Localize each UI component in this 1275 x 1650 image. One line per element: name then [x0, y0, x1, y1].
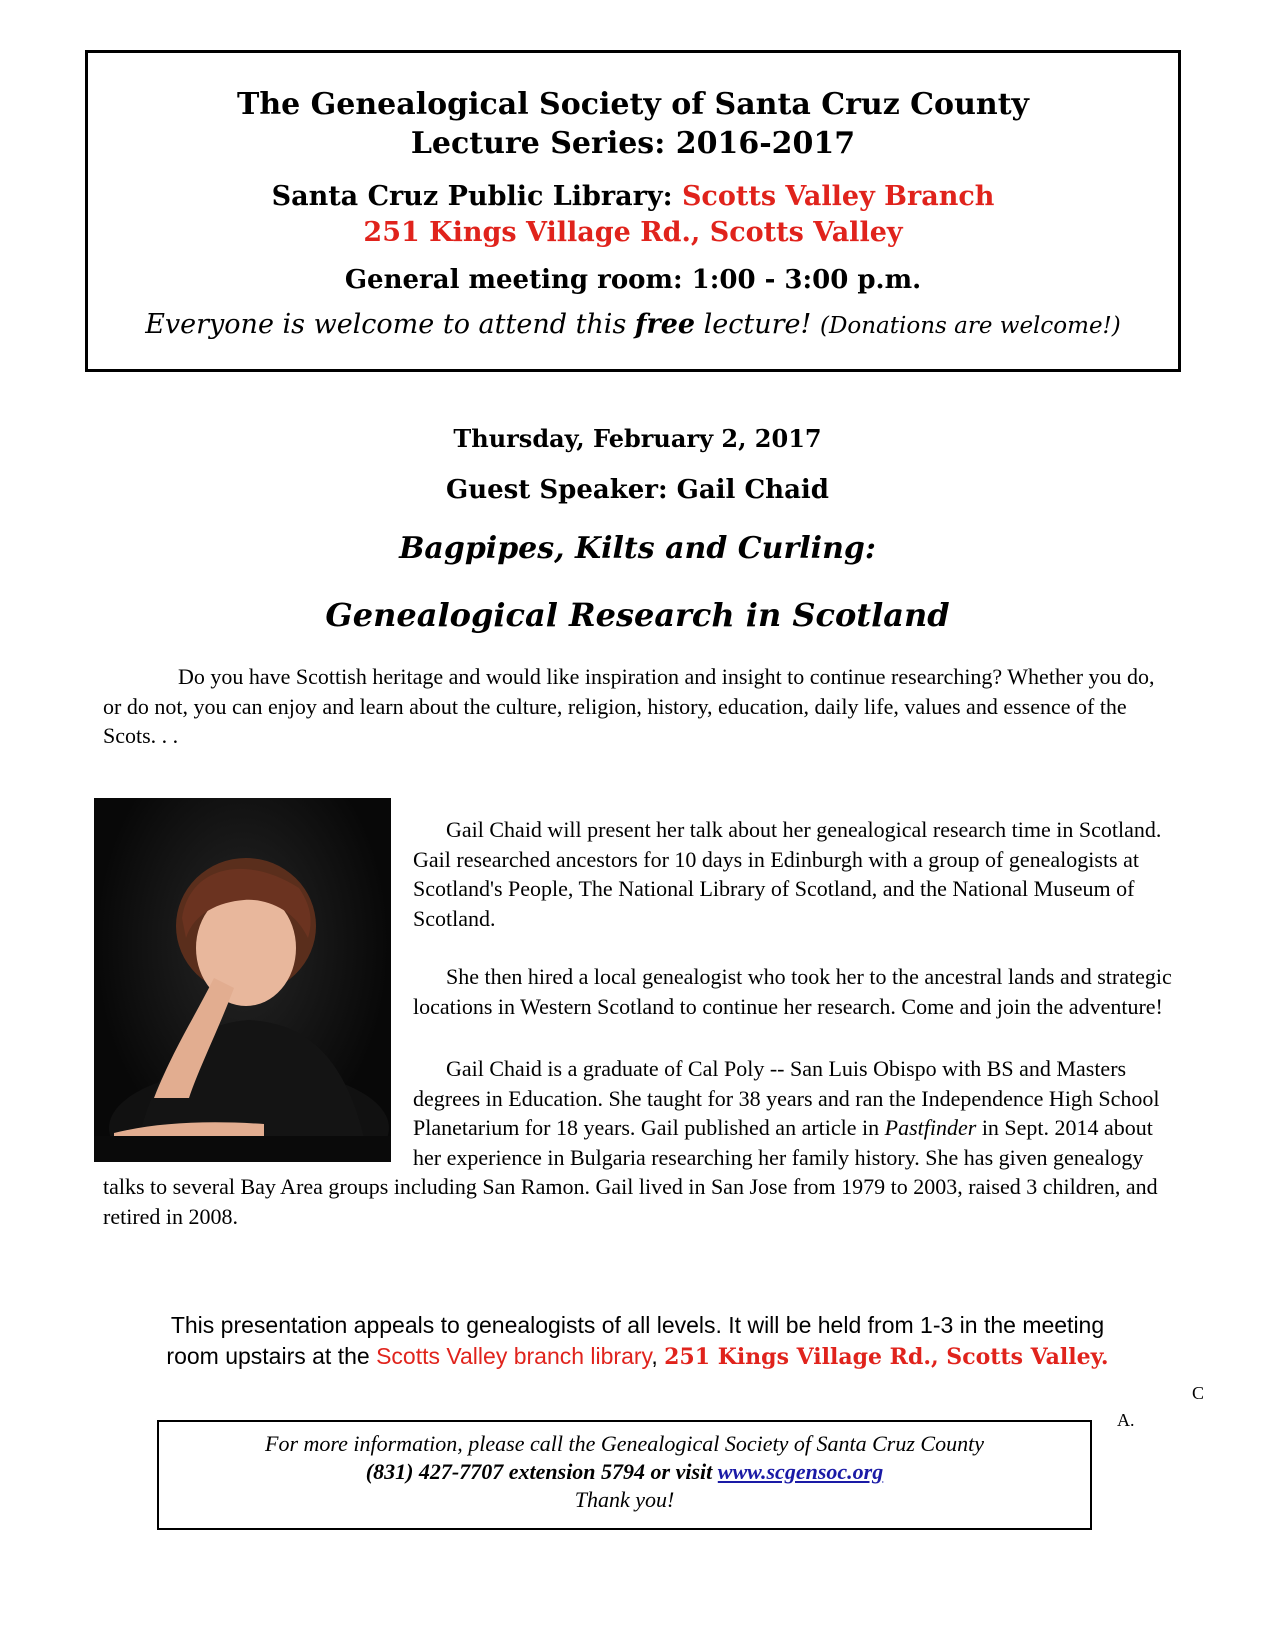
closing-line-2: [0, 1341, 1275, 1373]
header-box: [85, 50, 1181, 372]
title-line-1: The Genealogical Society of Santa Cruz County: [237, 87, 1029, 122]
welcome-pre: Everyone is welcome to attend this: [145, 309, 635, 340]
welcome-donations: (Donations are welcome!): [819, 313, 1121, 339]
closing-line-2-pre: room upstairs at the: [166, 1343, 377, 1369]
publication-name: Pastfinder: [884, 1115, 977, 1140]
footer-line-1: For more information, please call the Genealogical Society of Santa Cruz County: [265, 1431, 984, 1456]
closing-comma: ,: [651, 1343, 665, 1369]
topic-line-1: Bagpipes, Kilts and Curling:: [399, 531, 876, 566]
welcome-line: [88, 309, 1178, 340]
welcome-post: lecture!: [695, 309, 820, 340]
title-line-2: Lecture Series: 2016-2017: [410, 126, 856, 161]
welcome-free: free: [634, 309, 696, 340]
bio-text-1: Gail Chaid will present her talk about her genealogical research time in Scotland. Gail researched ancestors for 10 days in Edinburgh with a group of genealogists at Scotland's People, The National Library of Scotland, and the National Museum of Scotland.: [413, 817, 1162, 931]
event-date: Thursday, February 2, 2017: [453, 424, 822, 453]
speaker-bio: [103, 815, 1183, 1231]
footer-thanks: Thank you!: [574, 1487, 675, 1512]
bio-text-3-pre: Gail Chaid is a graduate of Cal Poly -- San Luis Obispo with BS and Masters degrees in Education. She taught for 38 years and ran the Independence High School Planetarium for 18 years. Gail published an article in: [413, 1056, 1160, 1140]
footer-line-2: [159, 1458, 1090, 1486]
closing-branch: Scotts Valley branch library: [376, 1343, 652, 1369]
closing-paragraph: [0, 1310, 1275, 1373]
intro-text: Do you have Scottish heritage and would like inspiration and insight to continue researching? Whether you do, or do not, you can enjoy and learn about the culture, religion, history, education, daily life, values and essence of the Scots. . .: [103, 664, 1155, 748]
page-title: [88, 85, 1178, 163]
guest-speaker: Guest Speaker: Gail Chaid: [446, 475, 829, 505]
closing-address: 251 Kings Village Rd., Scotts Valley.: [664, 1344, 1109, 1370]
library-address: 251 Kings Village Rd., Scotts Valley: [363, 217, 903, 248]
bio-text-2: She then hired a local genealogist who took her to the ancestral lands and strategic locations in Western Scotland to continue her research. Come and join the adventure!: [413, 964, 1172, 1019]
stray-mark-c: C: [1192, 1383, 1205, 1403]
closing-line-1: This presentation appeals to genealogists of all levels. It will be held from 1-3 in the meeting: [170, 1312, 1105, 1338]
library-branch: Scotts Valley Branch: [681, 181, 995, 212]
library-info: [88, 179, 1178, 251]
stray-mark-a: A.: [1117, 1410, 1135, 1430]
website-link[interactable]: www.scgensoc.org: [717, 1459, 884, 1484]
footer-phone: (831) 427-7707 extension 5794 or visit: [365, 1459, 718, 1484]
topic-line-2: Genealogical Research in Scotland: [325, 596, 950, 634]
meeting-time: General meeting room: 1:00 - 3:00 p.m.: [344, 265, 922, 295]
footer-info-box: [157, 1420, 1092, 1530]
intro-paragraph: [103, 662, 1163, 751]
bio-text-3-post: in Sept. 2014 about her experience in Bulgaria researching her family history. She has given genealogy talks to several Bay Area groups including San Ramon. Gail lived in San Jose from 1979 to 2003, raised 3 children, and retired in 2008.: [103, 1115, 1158, 1229]
library-prefix: Santa Cruz Public Library:: [271, 181, 682, 212]
